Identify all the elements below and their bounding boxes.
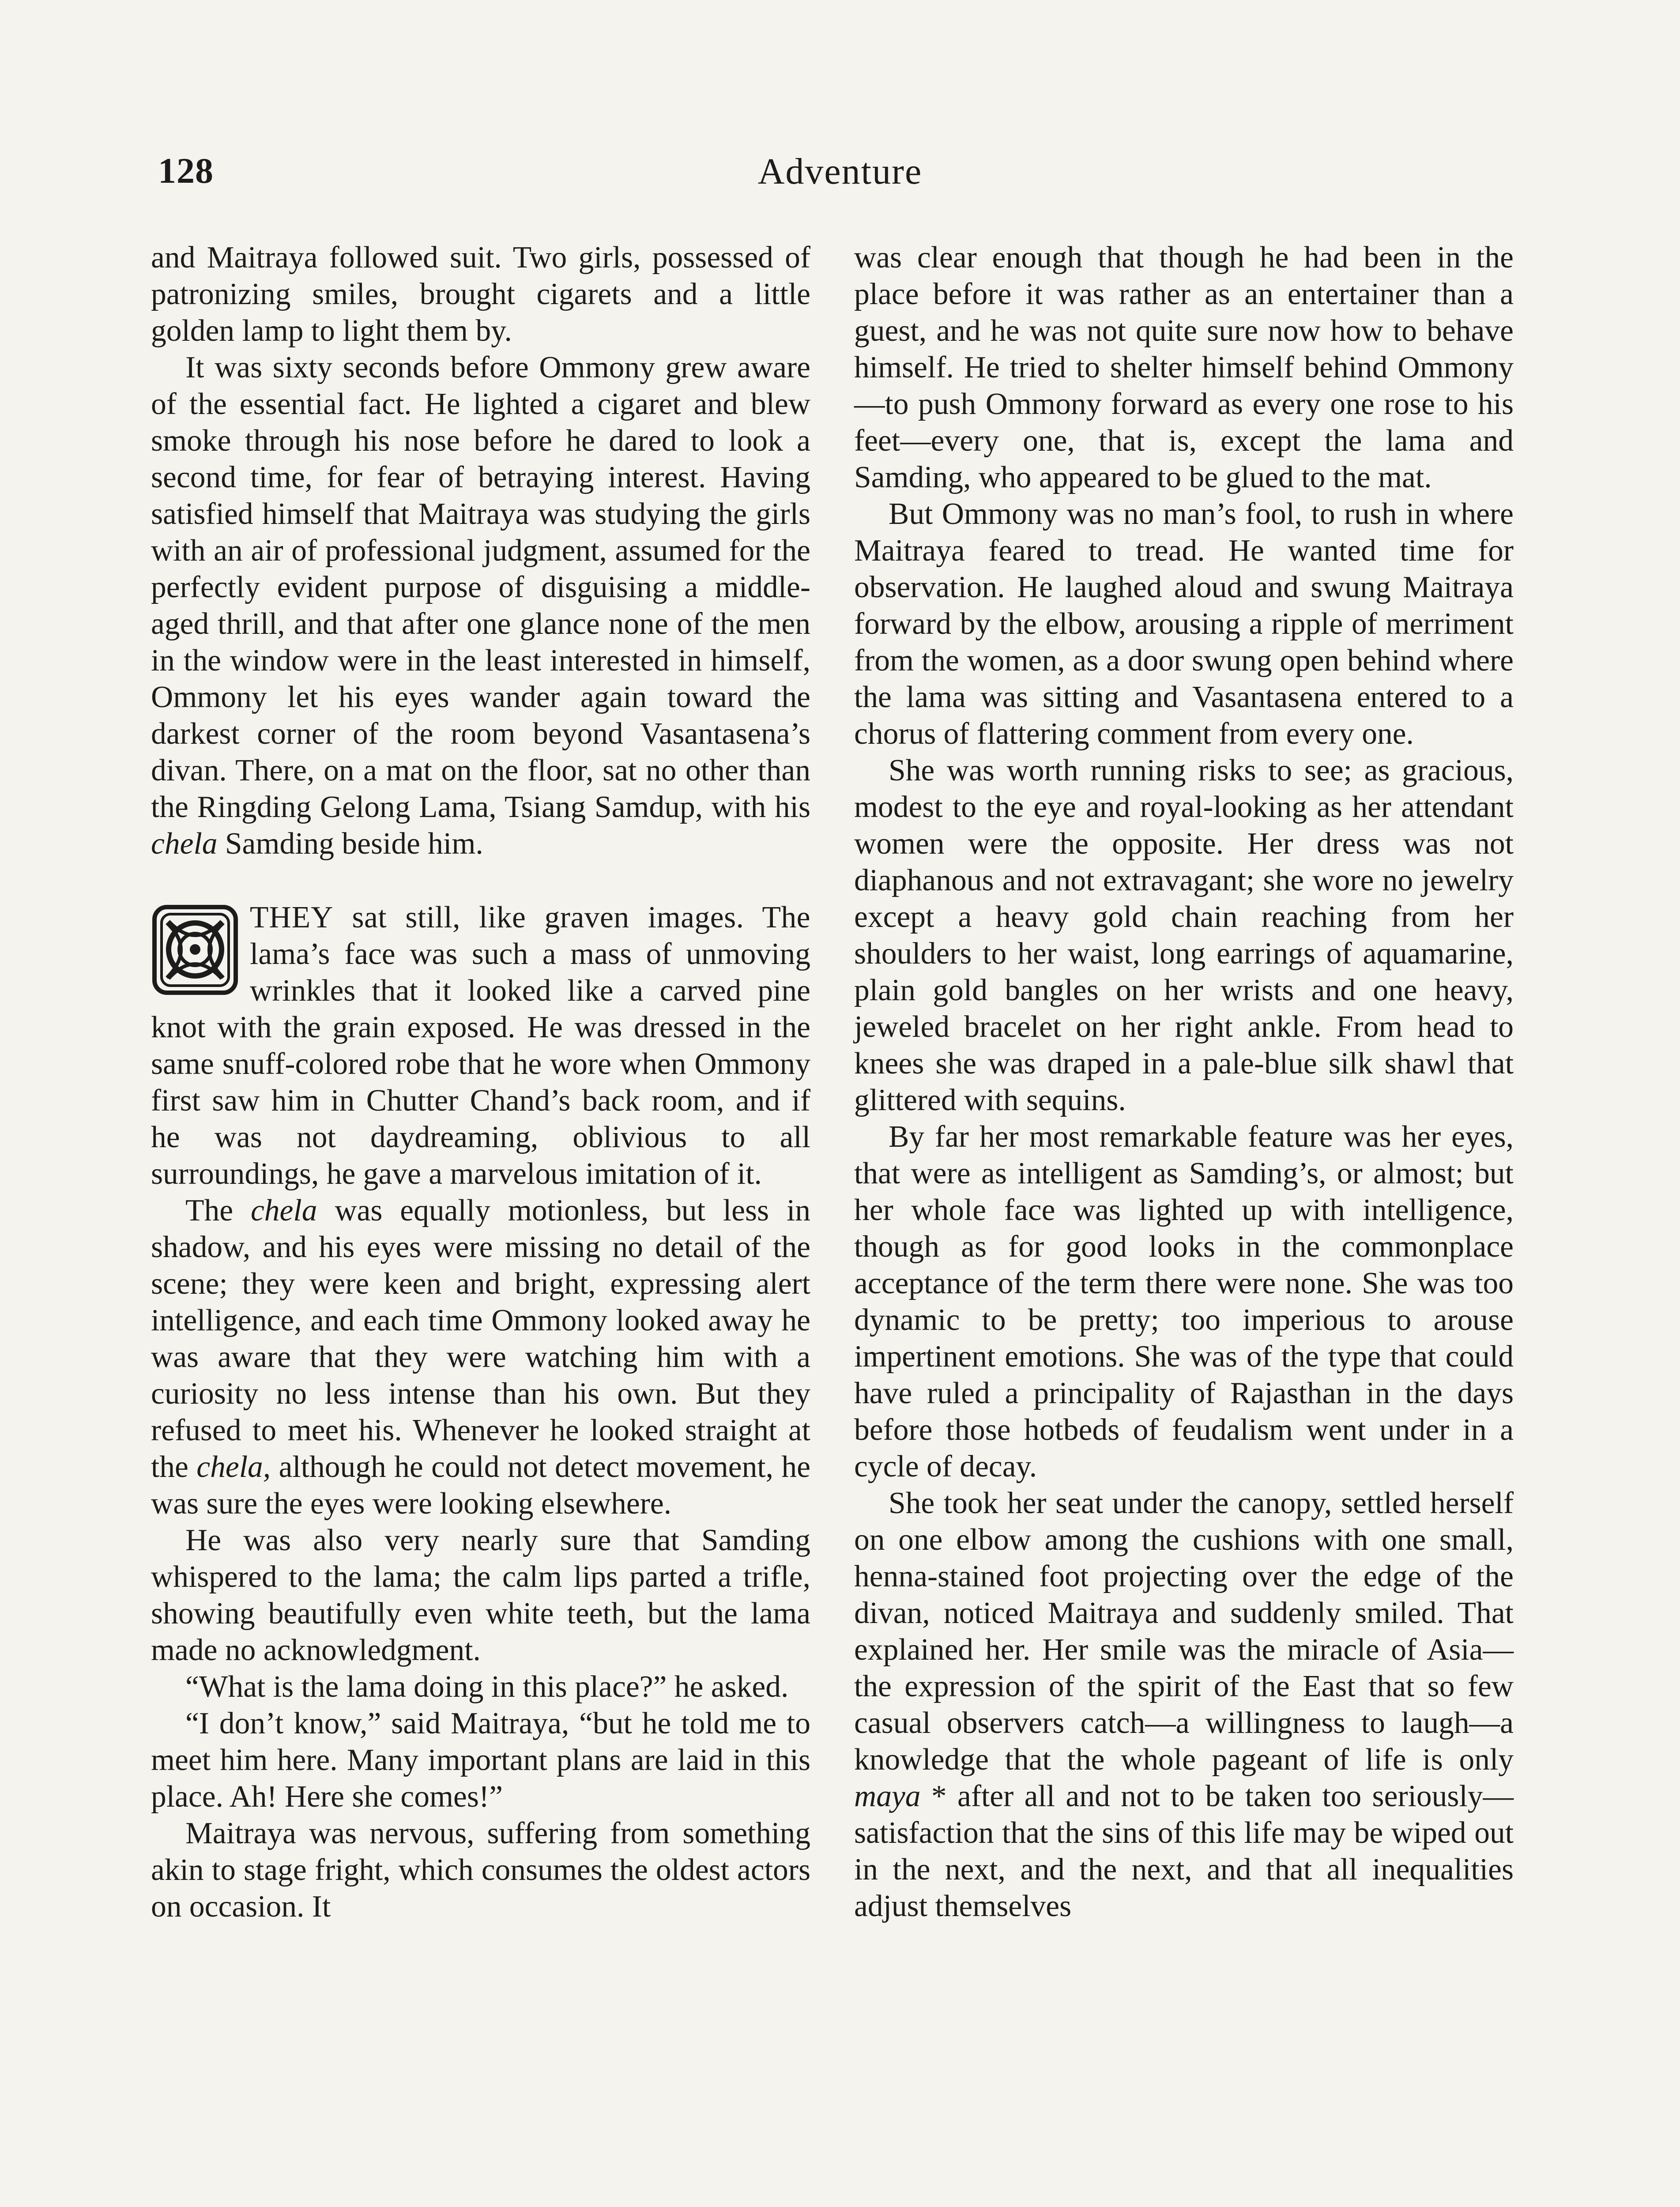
right-column: [854, 239, 1514, 1925]
italic-term: chela,: [196, 1450, 271, 1484]
paragraph: But Ommony was no man’s fool, to rush in where Maitraya feared to tread. He wanted time for observation. He laughed aloud and swung Maitraya forward by the elbow, arousing a ripple of merriment from the women, as a door swung open behind where the lama was sitting and Vasantasena entered to a chorus of flattering comment from every one.: [854, 497, 1514, 751]
page-number: 128: [158, 151, 214, 191]
footnote-marker: *: [931, 1779, 947, 1813]
left-column: [151, 239, 810, 1925]
paragraph-text: She took her seat under the canopy, settled herself on one elbow among the cushions with one small, henna-stained foot projecting over the edge of the divan, noticed Maitraya and suddenly smiled. That explained her. Her smile was the miracle of Asia—the expression of the spirit of the East that so few casual observers catch—a willingness to laugh—a knowledge that the whole pageant of life is only: [854, 1486, 1514, 1777]
paragraph-text: sat still, like graven images. The lama’s face was such a mass of unmoving wrinkles that it looked like a carved pine knot with the grain exposed. He was dressed in the same snuff-colored robe that he wore when Ommony first saw him in Chutter Chand’s back room, and if he was not daydreaming, oblivious to all surroundings, he gave a marvelous imitation of it.: [151, 900, 810, 1191]
paragraph: and Maitraya followed suit. Two girls, possessed of patronizing smiles, brought cigarets and a little golden lamp to light them by.: [151, 241, 810, 348]
paragraph-text: with his: [711, 790, 811, 824]
magazine-title: Adventure: [757, 151, 923, 192]
italic-term: chela: [151, 827, 218, 861]
italic-term: maya: [854, 1779, 921, 1813]
paragraph-text: after all and not to be taken too seriously—satisfaction that the sins of this life may be wiped out in the next, and the next, and that all inequalities adjust themselves: [854, 1779, 1514, 1923]
paragraph: was clear enough that though he had been in the place before it was rather as an entertainer than a guest, and he was not quite sure now how to behave himself. He tried to shelter himself behind Ommony—to push Ommony forward as every one rose to his feet—every one, that is, except the lama and Samding, who appeared to be glued to the mat.: [854, 241, 1514, 494]
paragraph: [151, 1192, 810, 1522]
paragraph: [854, 1485, 1514, 1925]
paragraph-text: although he could not detect movement, he was sure the eyes were looking elsewhere.: [151, 1450, 811, 1521]
paragraph: By far her most remarkable feature was her eyes, that were as intelligent as Samding’s, or almost; but her whole face was lighted up with intelligence, though as for good looks in the commonplace acceptance of the term there were none. She was too dynamic to be pretty; too imperious to arouse impertinent emotions. She was of the type that could have ruled a principality of Rajasthan in the days before those hotbeds of feudalism went under in a cycle of decay.: [854, 1120, 1514, 1484]
paragraph-dropcap: [151, 899, 810, 1192]
celtic-knot-ornament-icon: [151, 904, 239, 1001]
paragraph: “I don’t know,” said Maitraya, “but he told me to meet him here. Many important plans are laid in this place. Ah! Here she comes!”: [151, 1706, 810, 1814]
paragraph-text: It was sixty seconds before Ommony grew aware of the essential fact. He lighted a cigaret and blew smoke through his nose before he dared to look a second time, for fear of betraying interest. Having satisfied himself that Maitraya was studying the girls with an air of professional judgment, assumed for the perfectly evident purpose of disguising a middle-aged thrill, and that after one glance none of the men in the window were in the least interested in himself, Ommony let his eyes wander again toward the darkest corner of the room beyond Vasantasena’s divan. There, on a mat on the floor, sat no other than the Ringding Gelong Lama, Tsiang Samdup,: [151, 350, 810, 824]
italic-term: chela: [250, 1194, 317, 1228]
paragraph-text: Samding beside him.: [225, 827, 483, 861]
paragraph-text: was equally motionless, but less in shadow, and his eyes were missing no detail of the scene; they were keen and bright, expressing alert intelligence, and each time Ommony looked away he was aware that they were watching him with a curiosity no less intense than his own. But they refused to meet his. Whenever he looked straight at the: [151, 1194, 811, 1484]
dropcap-lead-word: THEY: [250, 900, 334, 934]
paragraph: [151, 349, 810, 862]
paragraph-text: The: [185, 1194, 234, 1228]
paragraph: He was also very nearly sure that Samding whispered to the lama; the calm lips parted a trifle, showing beautifully even white teeth, but the lama made no acknowledgment.: [151, 1523, 810, 1667]
paragraph: “What is the lama doing in this place?” he asked.: [185, 1670, 789, 1704]
paragraph: Maitraya was nervous, suffering from something akin to stage fright, which consumes the oldest actors on occasion. It: [151, 1816, 810, 1924]
paragraph: She was worth running risks to see; as gracious, modest to the eye and royal-looking as her attendant women were the opposite. Her dress was not diaphanous and not extravagant; she wore no jewelry except a heavy gold chain reaching from her shoulders to her waist, long earrings of aquamarine, plain gold bangles on her wrists and one heavy, jeweled bracelet on her right ankle. From head to knees she was draped in a pale-blue silk shawl that glittered with sequins.: [854, 753, 1514, 1117]
